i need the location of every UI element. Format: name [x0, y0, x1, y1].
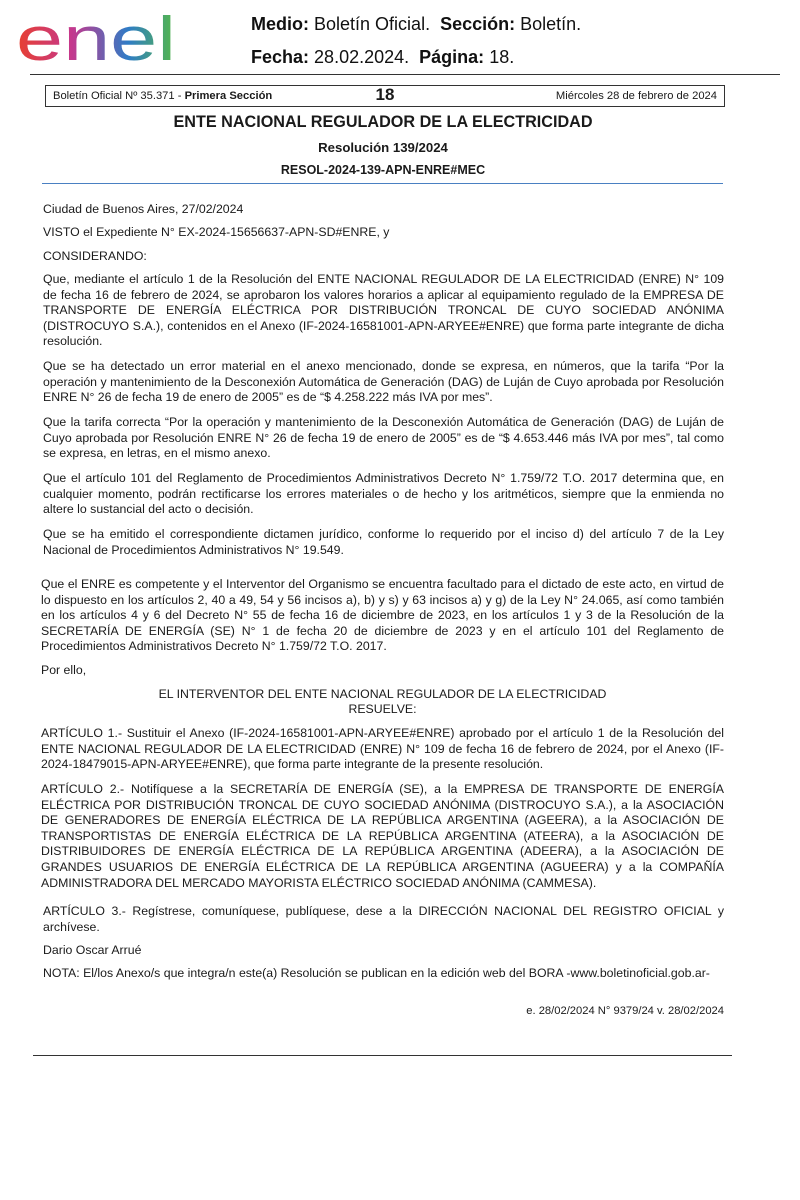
article-1: ARTÍCULO 1.- Sustituir el Anexo (IF-2024-16581001-APN-ARYEE#ENRE) aprobado por el artículo 1 de la Resolución del ENTE NACIONAL REGULADOR DE LA ELECTRICIDAD (ENRE) N° 109 de fecha 16 de febrero de 2024, por el Anexo (IF-2024-18479015-APN-ARYEE#ENRE), que forma parte integrante de la presente resolución. [41, 726, 724, 772]
seccion-label: Sección: [440, 14, 516, 34]
bottom-divider [33, 1055, 732, 1056]
article-3: ARTÍCULO 3.- Regístrese, comuníquese, publíquese, dese a la DIRECCIÓN NACIONAL DEL REGISTRO OFICIAL y archívese. [43, 904, 724, 934]
bulletin-issue: Boletín Oficial Nº 35.371 - Primera Sección [53, 90, 273, 102]
medio-label: Medio: [251, 14, 309, 34]
bulletin-date: Miércoles 28 de febrero de 2024 [555, 90, 717, 102]
pagina-label: Página: [419, 47, 485, 67]
paragraph-1: Que, mediante el artículo 1 de la Resolución del ENTE NACIONAL REGULADOR DE LA ELECTRICIDAD (ENRE) N° 109 de fecha 16 de febrero de 2024, se aprobaron los valores horarios a aplicar al equipamiento regulado de la EMPRESA DE TRANSPORTE DE ENERGÍA ELÉCTRICA POR DISTRIBUCIÓN TRONCAL DE CUYO SOCIEDAD ANÓNIMA (DISTROCUYO S.A.), contenidos en el Anexo (IF-2024-16581001-APN-ARYEE#ENRE) que forma parte integrante de dicha resolución. [43, 272, 724, 349]
nota: NOTA: El/los Anexo/s que integra/n este(a) Resolución se publican en la edición web del BORA -www.boletinoficial.gob.ar- [43, 966, 710, 980]
bulletin-header [45, 85, 725, 107]
svg-text:enel: enel [16, 8, 176, 68]
paragraph-5: Que se ha emitido el correspondiente dictamen jurídico, conforme lo requerido por el inciso d) del artículo 7 de la Ley Nacional de Procedimientos Administrativos N° 19.549. [43, 527, 724, 557]
paragraph-2: Que se ha detectado un error material en el anexo mencionado, donde se expresa, en números, que la tarifa “Por la operación y mantenimiento de la Desconexión Automática de Generación (DAG) de Luján de Cuyo aprobada por Resolución ENRE N° 26 de fecha 19 de enero de 2005” es de “$ 4.258.222 más IVA por mes”. [43, 359, 724, 405]
considerando-heading: CONSIDERANDO: [43, 249, 147, 263]
clipping-line-1 [251, 8, 581, 41]
clipping-metadata [251, 8, 581, 74]
resuelve-heading: RESUELVE: [348, 702, 417, 716]
footer-reference: e. 28/02/2024 N° 9379/24 v. 28/02/2024 [526, 1005, 724, 1017]
fecha-label: Fecha: [251, 47, 310, 67]
seccion-value: Boletín. [520, 14, 582, 34]
organism-title: ENTE NACIONAL REGULADOR DE LA ELECTRICIDAD [173, 113, 593, 131]
paragraph-6: Que el ENRE es competente y el Interventor del Organismo se encuentra facultado para el dictado de este acto, en virtud de lo dispuesto en los artículos 2, 40 a 49, 54 y 56 incisos a), b) y s) y 63 incisos a) y g) de la Ley N° 24.065, así como también en los artículos 4 y 6 del Decreto N° 55 de fecha 16 de diciembre de 2023, en los artículos 1 y 3 de la Resolución de la SECRETARÍA DE ENERGÍA (SE) N° 1 de fecha 20 de diciembre de 2023 y en el artículo 101 del Reglamento de Procedimientos Administrativos Decreto N° 1.759/72 T.O. 2017. [41, 577, 724, 654]
clipping-line-2 [251, 41, 581, 74]
fecha-value: 28.02.2024. [314, 47, 410, 67]
bulletin-page-number: 18 [375, 85, 395, 104]
medio-value: Boletín Oficial. [314, 14, 431, 34]
pagina-value: 18. [489, 47, 515, 67]
signer: Dario Oscar Arrué [43, 943, 142, 957]
visto: VISTO el Expediente N° EX-2024-15656637-APN-SD#ENRE, y [43, 225, 390, 239]
title-divider [42, 183, 723, 184]
interventor-heading: EL INTERVENTOR DEL ENTE NACIONAL REGULADOR DE LA ELECTRICIDAD [158, 687, 607, 701]
top-divider [30, 74, 780, 75]
resolution-number: Resolución 139/2024 [318, 140, 448, 155]
paragraph-3: Que la tarifa correcta “Por la operación y mantenimiento de la Desconexión Automática de Generación (DAG) de Luján de Cuyo aprobada por Resolución ENRE N° 26 de fecha 19 de enero de 2005” es de “$ 4.653.446 más IVA por mes”, tal como se expresa, en letras, en el mismo anexo. [43, 415, 724, 461]
resolution-code: RESOL-2024-139-APN-ENRE#MEC [280, 163, 486, 177]
article-2: ARTÍCULO 2.- Notifíquese a la SECRETARÍA DE ENERGÍA (SE), a la EMPRESA DE TRANSPORTE DE ENERGÍA ELÉCTRICA POR DISTRIBUCIÓN TRONCAL DE CUYO SOCIEDAD ANÓNIMA (DISTROCUYO S.A.), a la ASOCIACIÓN DE GENERADORES DE ENERGÍA ELÉCTRICA DE LA REPÚBLICA ARGENTINA (AGEERA), a la ASOCIACIÓN DE TRANSPORTISTAS DE ENERGÍA ELÉCTRICA DE LA REPÚBLICA ARGENTINA (ATEERA), a la ASOCIACIÓN DE DISTRIBUIDORES DE ENERGÍA ELÉCTRICA DE LA REPÚBLICA ARGENTINA (ADEERA), a la ASOCIACIÓN DE GRANDES USUARIOS DE ENERGÍA ELÉCTRICA DE LA REPÚBLICA ARGENTINA (AGUEERA) y a la COMPAÑÍA ADMINISTRADORA DEL MERCADO MAYORISTA ELÉCTRICO SOCIEDAD ANÓNIMA (CAMMESA). [41, 782, 724, 890]
place-date: Ciudad de Buenos Aires, 27/02/2024 [43, 202, 244, 216]
enel-logo [14, 8, 180, 68]
por-ello: Por ello, [41, 663, 87, 677]
paragraph-4: Que el artículo 101 del Reglamento de Procedimientos Administrativos Decreto N° 1.759/72 T.O. 2017 determina que, en cualquier momento, podrán rectificarse los errores materiales o de hecho y los aritméticos, siempre que la enmienda no altere lo sustancial del acto o decisión. [43, 471, 724, 517]
